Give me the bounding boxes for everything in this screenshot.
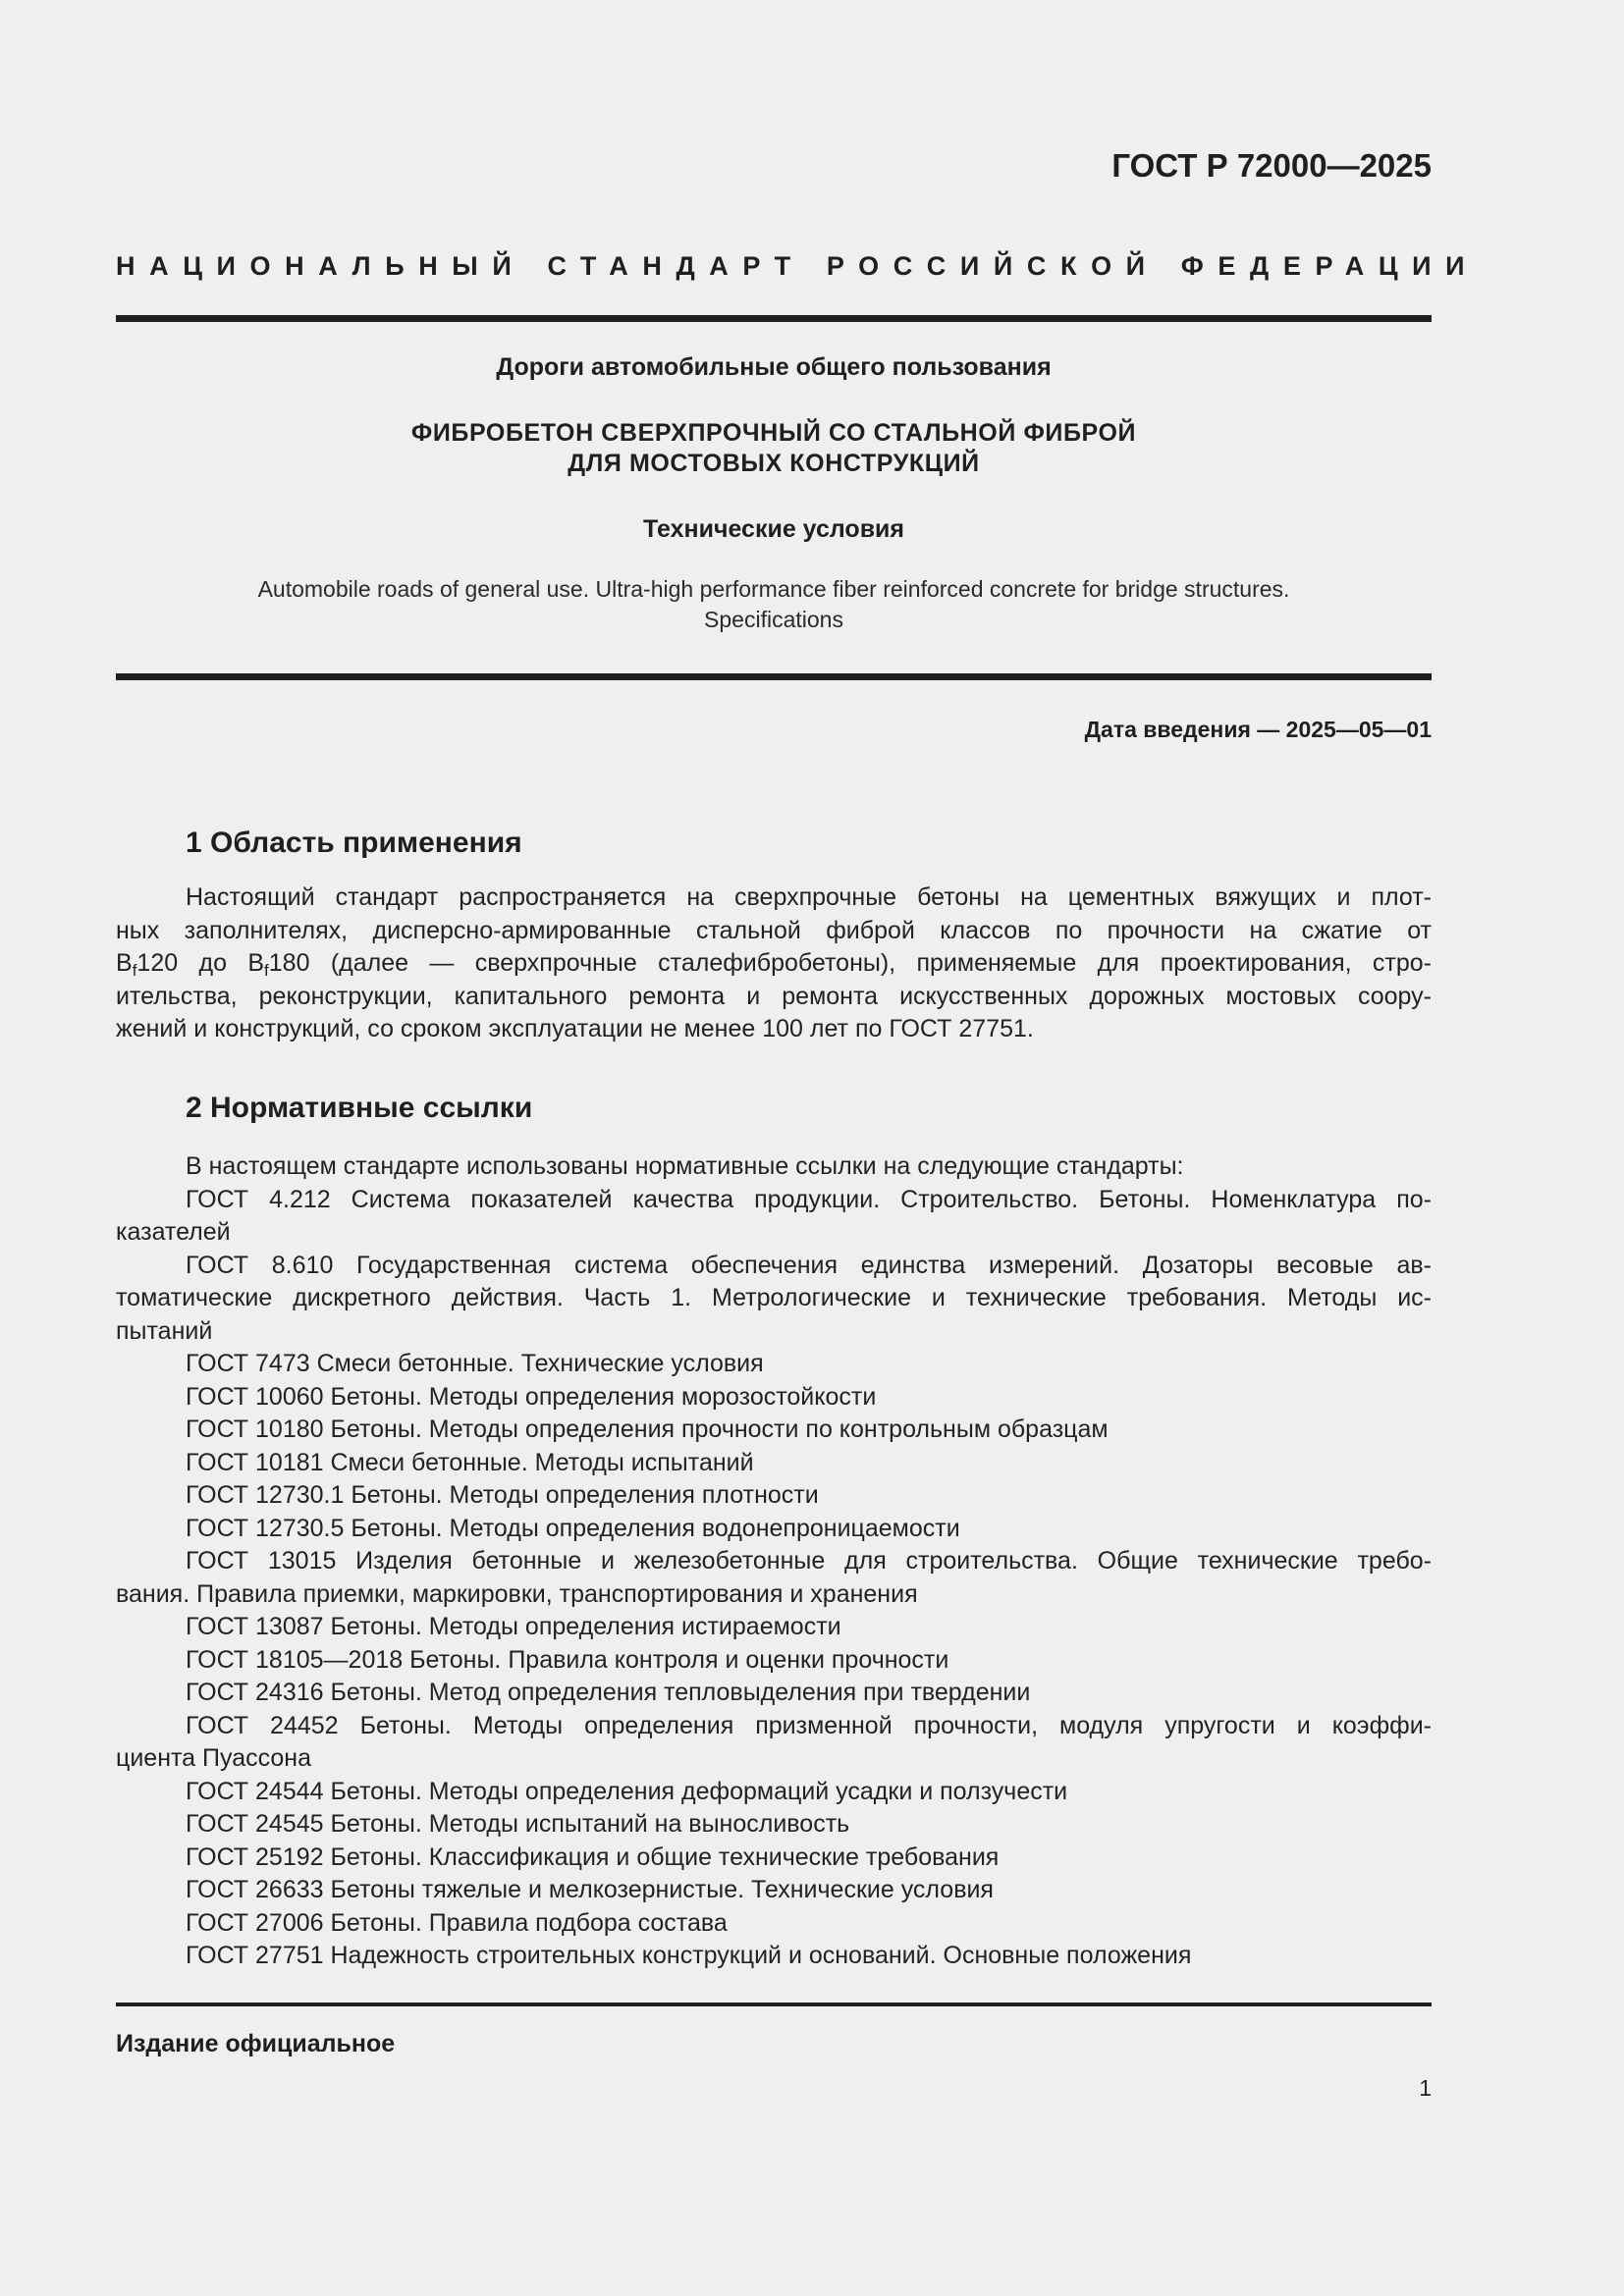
introduction-date: Дата введения — 2025—05—01 bbox=[1084, 717, 1432, 742]
footer-divider bbox=[116, 2002, 1432, 2006]
reference-item: ГОСТ 18105—2018 Бетоны. Правила контроля и оценки прочности bbox=[186, 1645, 949, 1674]
text-fragment: 120 до B bbox=[136, 949, 265, 977]
reference-item: ГОСТ 26633 Бетоны тяжелые и мелкозернистые. Технические условия bbox=[186, 1876, 994, 1903]
reference-item: ГОСТ 24545 Бетоны. Методы испытаний на выносливость bbox=[186, 1810, 850, 1838]
reference-item-continuation: томатические дискретного действия. Часть 1. Метрологические и технические требования. Методы ис- bbox=[116, 1284, 1432, 1311]
reference-item: ГОСТ 25192 Бетоны. Классификация и общие технические требования bbox=[186, 1842, 1000, 1871]
document-subtitle: Технические условия bbox=[642, 515, 905, 543]
page-number: 1 bbox=[1419, 2075, 1432, 2101]
reference-item: ГОСТ 27006 Бетоны. Правила подбора состава bbox=[186, 1908, 728, 1937]
subscript: f bbox=[264, 961, 269, 980]
reference-items bbox=[116, 1184, 1432, 1973]
document-title bbox=[116, 418, 1432, 479]
reference-item-continuation: пытаний bbox=[116, 1316, 213, 1345]
document-title-line-1: ФИБРОБЕТОН СВЕРХПРОЧНЫЙ СО СТАЛЬНОЙ ФИБРОЙ bbox=[410, 419, 1137, 447]
section-1-heading: 1 Область применения bbox=[186, 827, 522, 859]
english-title-line-2: Specifications bbox=[704, 607, 843, 632]
class-symbol: B bbox=[116, 949, 133, 977]
national-standard-banner: НАЦИОНАЛЬНЫЙ СТАНДАРТ РОССИЙСКОЙ ФЕДЕРАЦИИ bbox=[116, 251, 1480, 281]
reference-item: ГОСТ 24452 Бетоны. Методы определения призменной прочности, модуля упругости и коэффи- bbox=[186, 1711, 1432, 1739]
reference-item: ГОСТ 7473 Смеси бетонные. Технические условия bbox=[186, 1350, 764, 1377]
section-2-heading: 2 Нормативные ссылки bbox=[186, 1092, 533, 1124]
normative-references-list bbox=[116, 1150, 1432, 1973]
reference-item-continuation: циента Пуассона bbox=[116, 1744, 311, 1772]
reference-item: ГОСТ 13087 Бетоны. Методы определения истираемости bbox=[186, 1613, 841, 1640]
reference-item: ГОСТ 12730.1 Бетоны. Методы определения плотности bbox=[186, 1481, 819, 1509]
document-number: ГОСТ Р 72000—2025 bbox=[1111, 147, 1432, 184]
official-edition-label: Издание официальное bbox=[116, 2030, 396, 2057]
reference-item-continuation: казателей bbox=[116, 1218, 231, 1246]
paragraph-line: ных заполнителях, дисперсно-армированные стальной фиброй классов по прочности на сжатие от bbox=[116, 916, 1432, 944]
english-title-line-1: Automobile roads of general use. Ultra-high performance fiber reinforced concrete for bridge structures. bbox=[257, 576, 1290, 602]
top-divider bbox=[116, 315, 1432, 322]
title-divider bbox=[116, 673, 1432, 680]
references-intro: В настоящем стандарте использованы нормативные ссылки на следующие стандарты: bbox=[186, 1152, 1184, 1180]
paragraph-line: жений и конструкций, со сроком эксплуатации не менее 100 лет по ГОСТ 27751. bbox=[116, 1015, 1034, 1042]
paragraph-line: Настоящий стандарт распространяется на сверхпрочные бетоны на цементных вяжущих и плот- bbox=[186, 883, 1432, 911]
document-topic: Дороги автомобильные общего пользования bbox=[496, 353, 1052, 381]
reference-item-continuation: вания. Правила приемки, маркировки, транспортирования и хранения bbox=[116, 1579, 918, 1608]
reference-item: ГОСТ 24316 Бетоны. Метод определения тепловыделения при твердении bbox=[186, 1679, 1031, 1706]
reference-item: ГОСТ 24544 Бетоны. Методы определения деформаций усадки и ползучести bbox=[186, 1777, 1068, 1805]
paragraph-line: ительства, реконструкции, капитального ремонта и ремонта искусственных дорожных мостовых соору- bbox=[116, 982, 1432, 1010]
reference-item: ГОСТ 8.610 Государственная система обеспечения единства измерений. Дозаторы весовые ав- bbox=[186, 1251, 1432, 1279]
reference-item: ГОСТ 4.212 Система показателей качества продукции. Строительство. Бетоны. Номенклатура по- bbox=[186, 1185, 1432, 1213]
reference-item: ГОСТ 12730.5 Бетоны. Методы определения водонепроницаемости bbox=[186, 1514, 960, 1542]
section-1-paragraph bbox=[116, 881, 1432, 1046]
paragraph-line-with-subscripts bbox=[116, 947, 1432, 981]
subscript: f bbox=[132, 961, 137, 980]
reference-item: ГОСТ 10181 Смеси бетонные. Методы испытаний bbox=[186, 1448, 754, 1476]
document-title-line-2: ДЛЯ МОСТОВЫХ КОНСТРУКЦИЙ bbox=[568, 450, 980, 477]
reference-item: ГОСТ 10180 Бетоны. Методы определения прочности по контрольным образцам bbox=[186, 1415, 1109, 1443]
english-title bbox=[116, 574, 1432, 635]
text-fragment: 180 (далее — сверхпрочные сталефибробетоны), применяемые для проектирования, стро- bbox=[268, 949, 1432, 977]
reference-item: ГОСТ 13015 Изделия бетонные и железобетонные для строительства. Общие технические требо- bbox=[186, 1547, 1432, 1575]
reference-item: ГОСТ 27751 Надежность строительных конструкций и оснований. Основные положения bbox=[186, 1942, 1192, 1969]
reference-item: ГОСТ 10060 Бетоны. Методы определения морозостойкости bbox=[186, 1382, 877, 1411]
